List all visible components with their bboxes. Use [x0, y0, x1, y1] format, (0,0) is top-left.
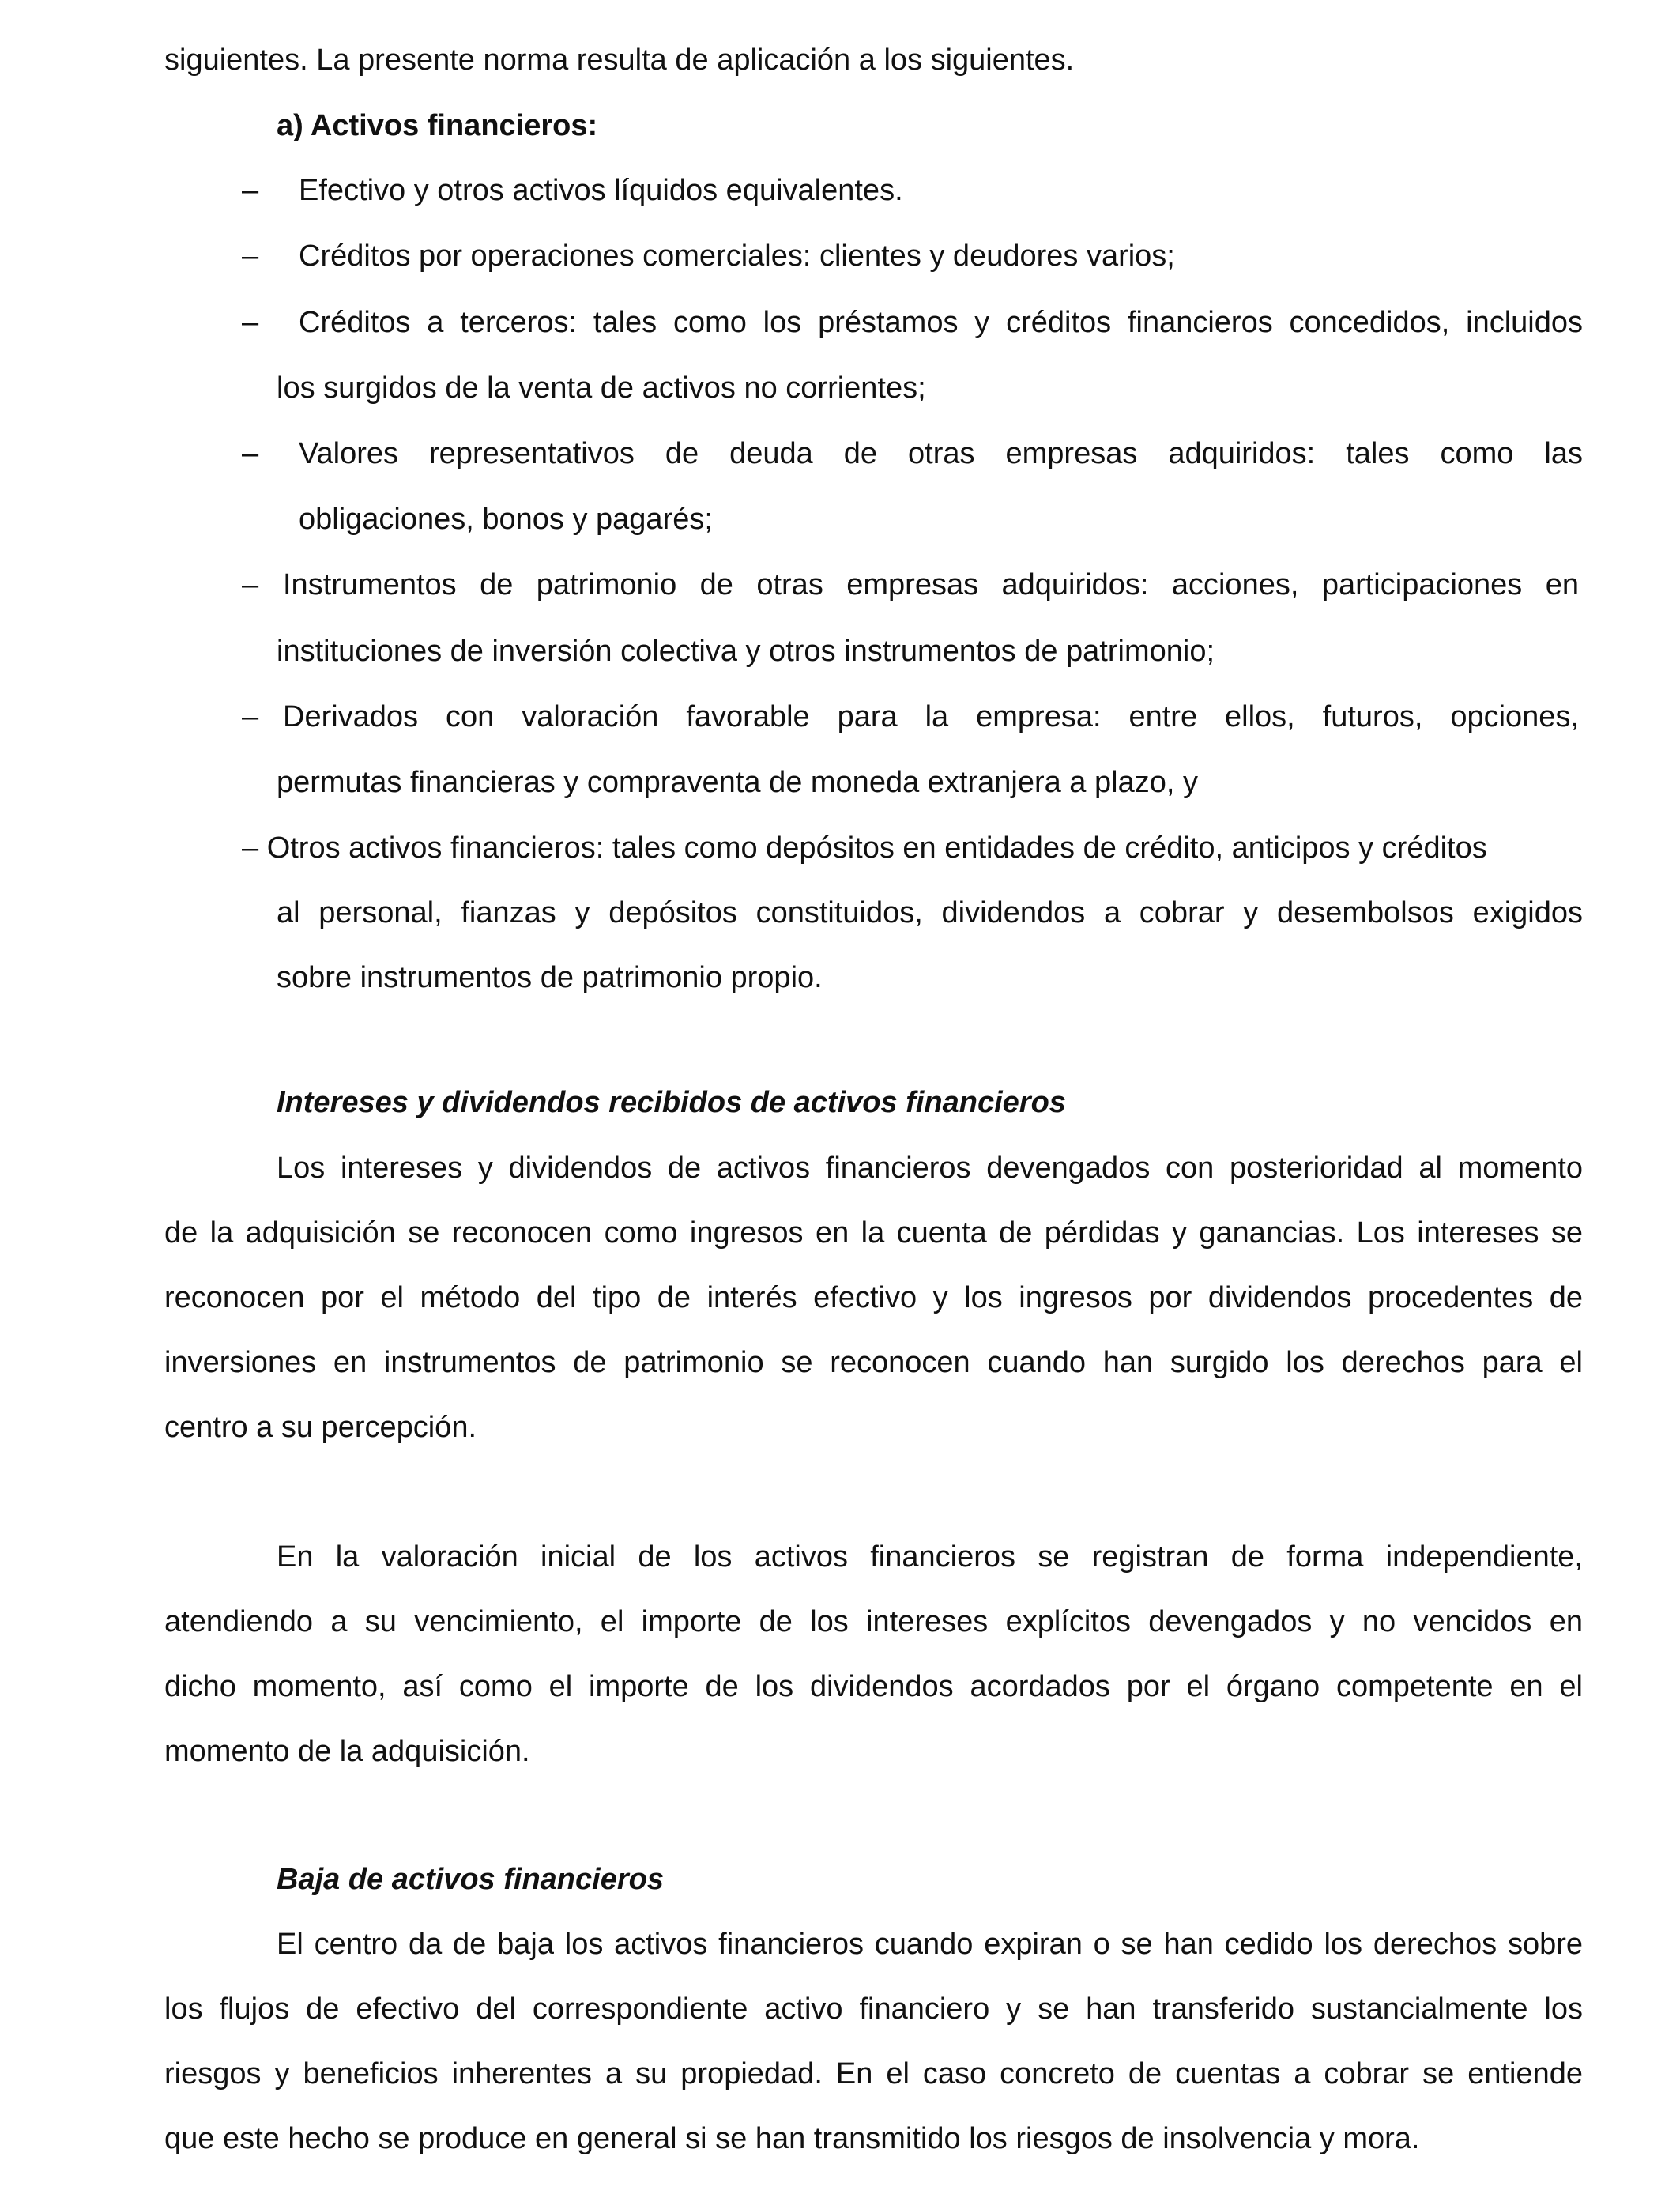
list-item-text: Instrumentos de patrimonio de otras empresas adquiridos: acciones, participaciones en — [283, 568, 1579, 601]
paragraph-line: centro a su percepción. — [164, 1411, 477, 1444]
list-item-text: permutas financieras y compraventa de moneda extranjera a plazo, y — [277, 766, 1198, 799]
paragraph-line: reconocen por el método del tipo de interés efectivo y los ingresos por dividendos procedentes de — [164, 1281, 1583, 1314]
paragraph-line: dicho momento, así como el importe de los dividendos acordados por el órgano competente en el — [164, 1670, 1583, 1703]
list-item-text: Créditos a terceros: tales como los préstamos y créditos financieros concedidos, incluidos — [299, 306, 1583, 339]
paragraph-line: los flujos de efectivo del correspondiente activo financiero y se han transferido sustancialmente los — [164, 1992, 1583, 2026]
list-dash: – — [242, 239, 259, 273]
paragraph-line: que este hecho se produce en general si se han transmitido los riesgos de insolvencia y mora. — [164, 2122, 1420, 2155]
list-item-text: obligaciones, bonos y pagarés; — [299, 503, 713, 536]
paragraph-line: Los intereses y dividendos de activos financieros devengados con posterioridad al momento — [277, 1152, 1583, 1185]
list-dash: – — [242, 174, 259, 207]
section-heading-intereses: Intereses y dividendos recibidos de activos financieros — [277, 1086, 1066, 1119]
list-dash: – — [242, 700, 259, 733]
section-a-title: a) Activos financieros: — [277, 109, 598, 142]
list-dash: – — [242, 437, 259, 470]
paragraph-line: momento de la adquisición. — [164, 1735, 530, 1768]
list-dash: – — [242, 306, 259, 339]
paragraph-line: inversiones en instrumentos de patrimonio se reconocen cuando han surgido los derechos para el — [164, 1346, 1583, 1379]
list-item-text: Valores representativos de deuda de otras empresas adquiridos: tales como las — [299, 437, 1583, 470]
paragraph-line: riesgos y beneficios inherentes a su propiedad. En el caso concreto de cuentas a cobrar se entiende — [164, 2057, 1583, 2090]
list-item-text: Créditos por operaciones comerciales: clientes y deudores varios; — [299, 239, 1175, 273]
section-heading-baja: Baja de activos financieros — [277, 1863, 664, 1896]
paragraph-line: El centro da de baja los activos financieros cuando expiran o se han cedido los derechos sobre — [277, 1928, 1583, 1961]
list-dash: – — [242, 568, 259, 601]
intro-text: siguientes. La presente norma resulta de aplicación a los siguientes. — [164, 43, 1075, 77]
paragraph-line: atendiendo a su vencimiento, el importe de los intereses explícitos devengados y no vencidos en — [164, 1605, 1583, 1638]
list-item-text: los surgidos de la venta de activos no corrientes; — [277, 371, 926, 405]
list-item-text: Derivados con valoración favorable para la empresa: entre ellos, futuros, opciones, — [283, 700, 1579, 733]
paragraph-line: En la valoración inicial de los activos financieros se registran de forma independiente, — [277, 1540, 1583, 1574]
list-item-text: Efectivo y otros activos líquidos equivalentes. — [299, 174, 903, 207]
paragraph-line: de la adquisición se reconocen como ingresos en la cuenta de pérdidas y ganancias. Los intereses se — [164, 1216, 1583, 1250]
list-item-text: sobre instrumentos de patrimonio propio. — [277, 961, 823, 994]
list-item-text: al personal, fianzas y depósitos constituidos, dividendos a cobrar y desembolsos exigidos — [277, 896, 1583, 929]
list-item-text: instituciones de inversión colectiva y otros instrumentos de patrimonio; — [277, 635, 1215, 668]
list-item-text: – Otros activos financieros: tales como depósitos en entidades de crédito, anticipos y créditos — [242, 831, 1487, 865]
